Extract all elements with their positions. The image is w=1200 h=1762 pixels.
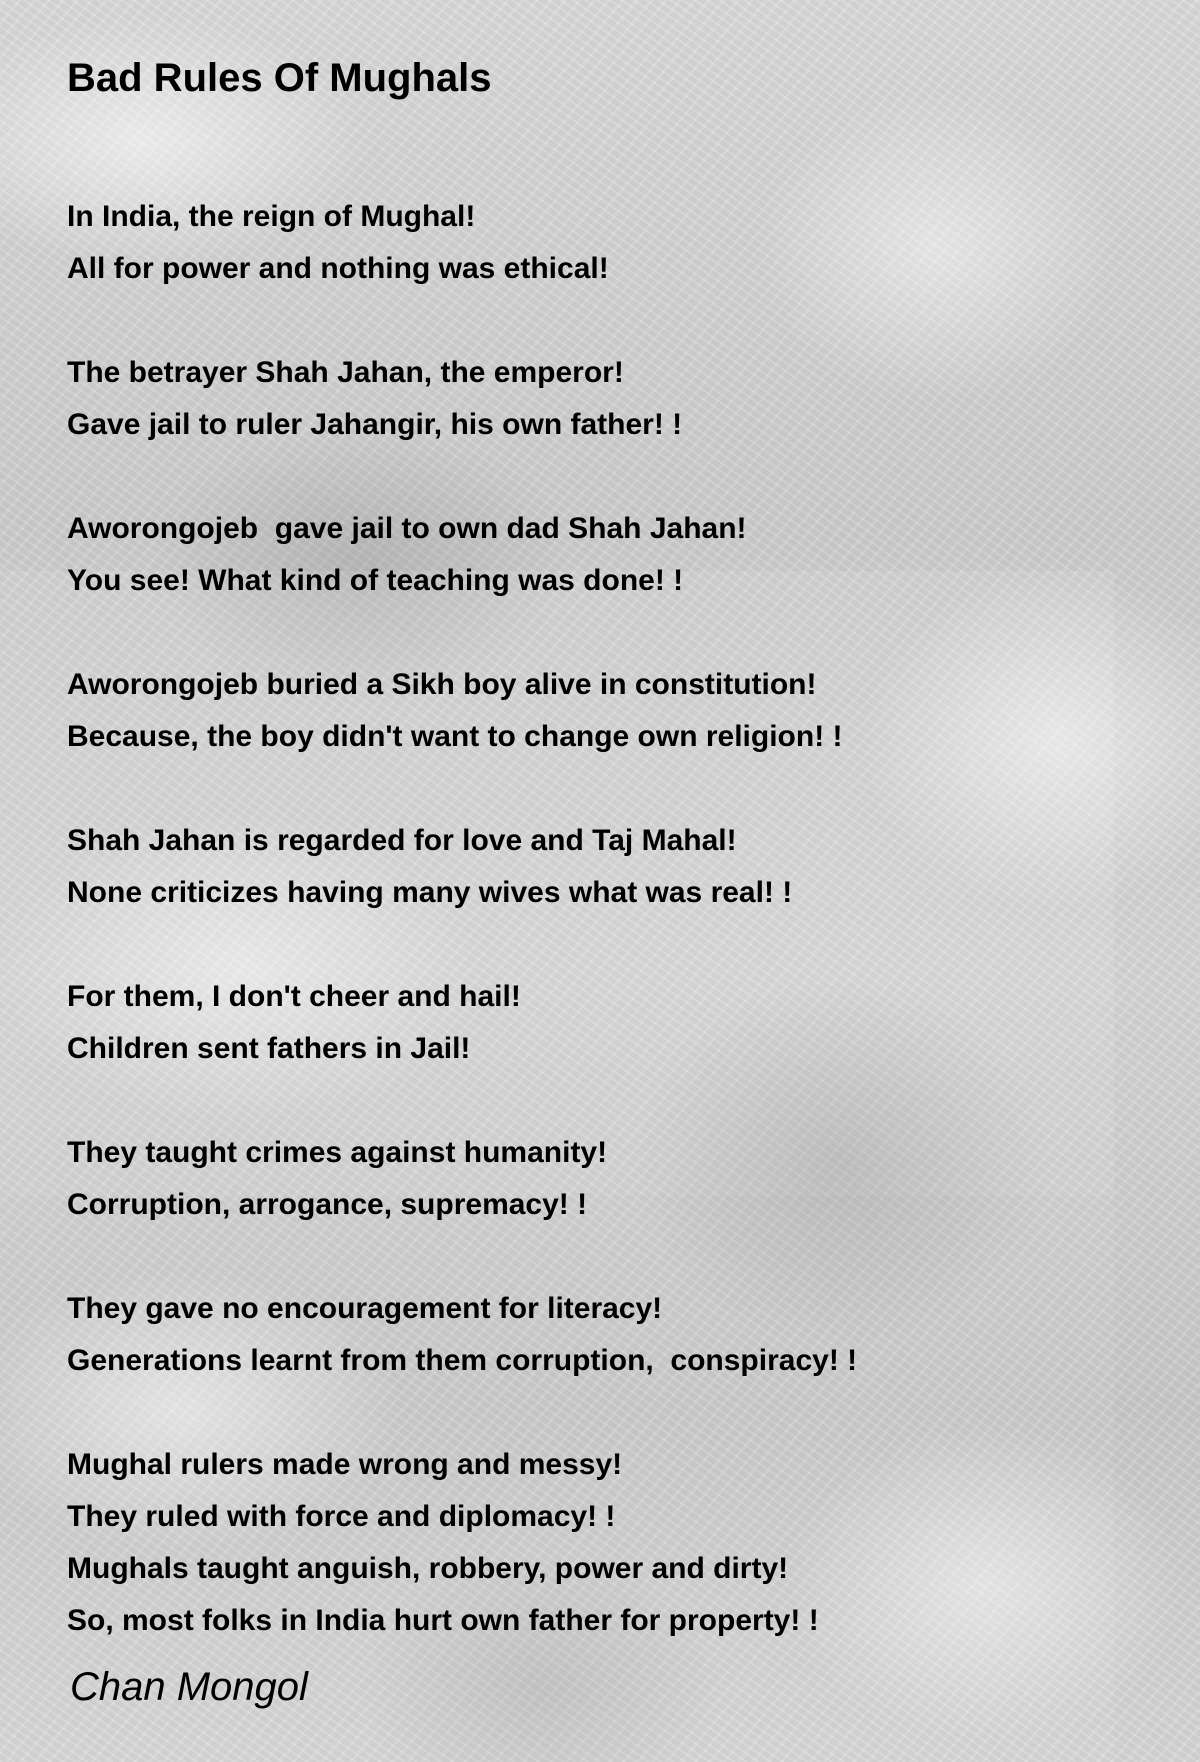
stanza [67, 815, 1147, 919]
stanza [67, 1283, 1147, 1387]
poem-line: Because, the boy didn't want to change own religion! ! [67, 720, 843, 753]
poem-line: You see! What kind of teaching was done! ! [67, 564, 684, 597]
poem-line: For them, I don't cheer and hail! [67, 980, 521, 1013]
poem-line: Mughal rulers made wrong and messy! [67, 1448, 623, 1481]
poem-line: Corruption, arrogance, supremacy! ! [67, 1188, 588, 1221]
poem-title: Bad Rules Of Mughals [67, 56, 492, 100]
poem-line: All for power and nothing was ethical! [67, 252, 609, 285]
poem-line: Generations learnt from them corruption, conspiracy! ! [67, 1344, 858, 1377]
poem-line: None criticizes having many wives what was real! ! [67, 876, 793, 909]
stanza [67, 1439, 1147, 1647]
poem-line: Aworongojeb gave jail to own dad Shah Jahan! [67, 512, 747, 545]
poem-line: Gave jail to ruler Jahangir, his own father! ! [67, 408, 683, 441]
poem-line: They gave no encouragement for literacy! [67, 1292, 663, 1325]
poem-line: In India, the reign of Mughal! [67, 200, 476, 233]
stanza [67, 1127, 1147, 1231]
stanza [67, 503, 1147, 607]
stanza [67, 191, 1147, 295]
poem-line: Mughals taught anguish, robbery, power and dirty! [67, 1552, 789, 1585]
stanza [67, 659, 1147, 763]
poem-line: So, most folks in India hurt own father for property! ! [67, 1604, 819, 1637]
poem-line: Children sent fathers in Jail! [67, 1032, 471, 1065]
author-signature: Chan Mongol [70, 1665, 308, 1709]
poem-line: Shah Jahan is regarded for love and Taj Mahal! [67, 824, 737, 857]
poem-body [67, 191, 1147, 1647]
poem-line: They taught crimes against humanity! [67, 1136, 608, 1169]
poem-line: The betrayer Shah Jahan, the emperor! [67, 356, 624, 389]
stanza [67, 971, 1147, 1075]
stanza [67, 347, 1147, 451]
poem-line: They ruled with force and diplomacy! ! [67, 1500, 616, 1533]
poem [67, 46, 1147, 1699]
poem-line: Aworongojeb buried a Sikh boy alive in constitution! [67, 668, 817, 701]
